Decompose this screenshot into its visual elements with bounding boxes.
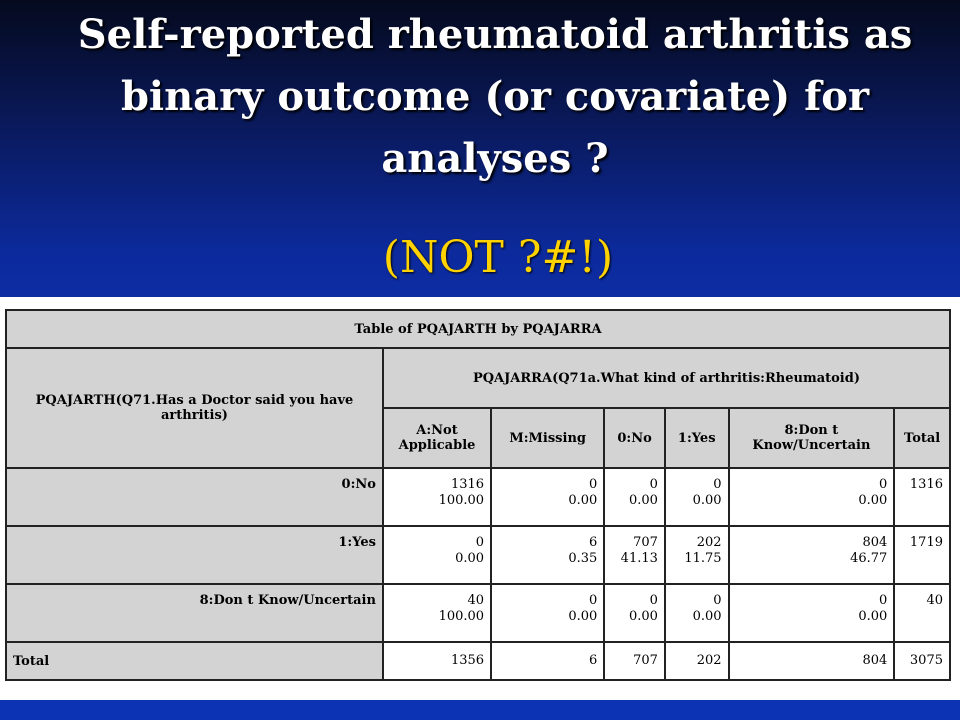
table-row	[6, 526, 950, 584]
total-cell: 6	[491, 642, 604, 680]
cell-row-percent: 0.00	[628, 493, 658, 508]
table-cell	[729, 526, 895, 584]
cell-frequency: 1719	[909, 535, 943, 550]
table-cell	[729, 584, 895, 642]
cell-frequency: 0	[879, 593, 888, 608]
cell-frequency: 707	[633, 535, 658, 550]
column-header: 8:Don t Know/Uncertain	[729, 408, 895, 468]
table-cell	[491, 468, 604, 526]
cell-frequency: 0	[475, 535, 485, 550]
cell-frequency: 6	[588, 535, 598, 550]
bottom-strip	[0, 700, 960, 720]
cell-frequency: 0	[713, 593, 722, 608]
cell-frequency: 40	[467, 593, 485, 608]
total-cell: 707	[604, 642, 665, 680]
table-cell	[894, 584, 950, 642]
table-cell	[604, 468, 665, 526]
cell-row-percent: 0.00	[692, 493, 722, 508]
slide-title-line: binary outcome (or covariate) for	[120, 73, 870, 120]
cell-frequency: 40	[926, 593, 943, 608]
cell-row-percent: 41.13	[620, 551, 658, 566]
crosstab-table	[5, 309, 951, 681]
column-header: 0:No	[604, 408, 665, 468]
table-cell	[665, 468, 729, 526]
row-label: 8:Don t Know/Uncertain	[6, 584, 383, 642]
cell-frequency: 0	[713, 477, 722, 492]
table-panel	[0, 297, 960, 700]
table-cell	[665, 584, 729, 642]
slide-title	[50, 4, 940, 190]
cell-frequency: 1316	[450, 477, 485, 492]
column-header: M:Missing	[491, 408, 604, 468]
table-cell	[604, 526, 665, 584]
cell-row-percent: 0.35	[568, 551, 598, 566]
cell-row-percent: 0.00	[628, 609, 658, 624]
table-row	[6, 468, 950, 526]
table-cell	[383, 526, 491, 584]
total-cell: 804	[729, 642, 895, 680]
cell-frequency: 0	[588, 593, 598, 608]
row-label: 1:Yes	[6, 526, 383, 584]
cell-row-percent: 46.77	[850, 551, 888, 566]
table-cell	[729, 468, 895, 526]
cell-row-percent: 0.00	[568, 493, 598, 508]
cell-row-percent: 100.00	[438, 493, 485, 508]
slide-subtitle: (NOT ?#!)	[382, 232, 614, 283]
cell-frequency: 0	[588, 477, 598, 492]
total-cell: 3075	[894, 642, 950, 680]
column-group-header: PQAJARRA(Q71a.What kind of arthritis:Rheumatoid)	[383, 348, 950, 408]
table-cell	[383, 584, 491, 642]
cell-row-percent: 0.00	[858, 609, 888, 624]
table-cell	[894, 468, 950, 526]
cell-frequency: 0	[649, 593, 658, 608]
cell-row-percent: 0.00	[455, 551, 485, 566]
table-caption: Table of PQAJARTH by PQAJARRA	[6, 310, 950, 348]
column-header: A:Not Applicable	[383, 408, 491, 468]
cell-row-percent: 0.00	[858, 493, 888, 508]
table-cell	[894, 526, 950, 584]
cell-frequency: 0	[649, 477, 658, 492]
total-cell: 202	[665, 642, 729, 680]
row-variable-header: PQAJARTH(Q71.Has a Doctor said you have arthritis)	[6, 348, 383, 468]
cell-frequency: 804	[862, 535, 888, 550]
row-label: Total	[6, 642, 383, 680]
table-cell	[491, 526, 604, 584]
cell-row-percent: 0.00	[568, 609, 598, 624]
total-cell: 1356	[383, 642, 491, 680]
table-cell	[383, 468, 491, 526]
cell-row-percent: 100.00	[438, 609, 485, 624]
cell-frequency: 1316	[909, 477, 943, 492]
column-header: 1:Yes	[665, 408, 729, 468]
cell-row-percent: 11.75	[684, 551, 722, 566]
table-cell	[491, 584, 604, 642]
cell-frequency: 202	[696, 535, 722, 550]
table-cell	[665, 526, 729, 584]
cell-frequency: 0	[879, 477, 888, 492]
slide-title-line: analyses ?	[381, 135, 609, 182]
cell-row-percent: 0.00	[692, 609, 722, 624]
table-row	[6, 584, 950, 642]
row-label: 0:No	[6, 468, 383, 526]
total-row	[6, 642, 950, 680]
table-cell	[604, 584, 665, 642]
column-header: Total	[894, 408, 950, 468]
slide-title-line: Self-reported rheumatoid arthritis as	[77, 11, 913, 58]
